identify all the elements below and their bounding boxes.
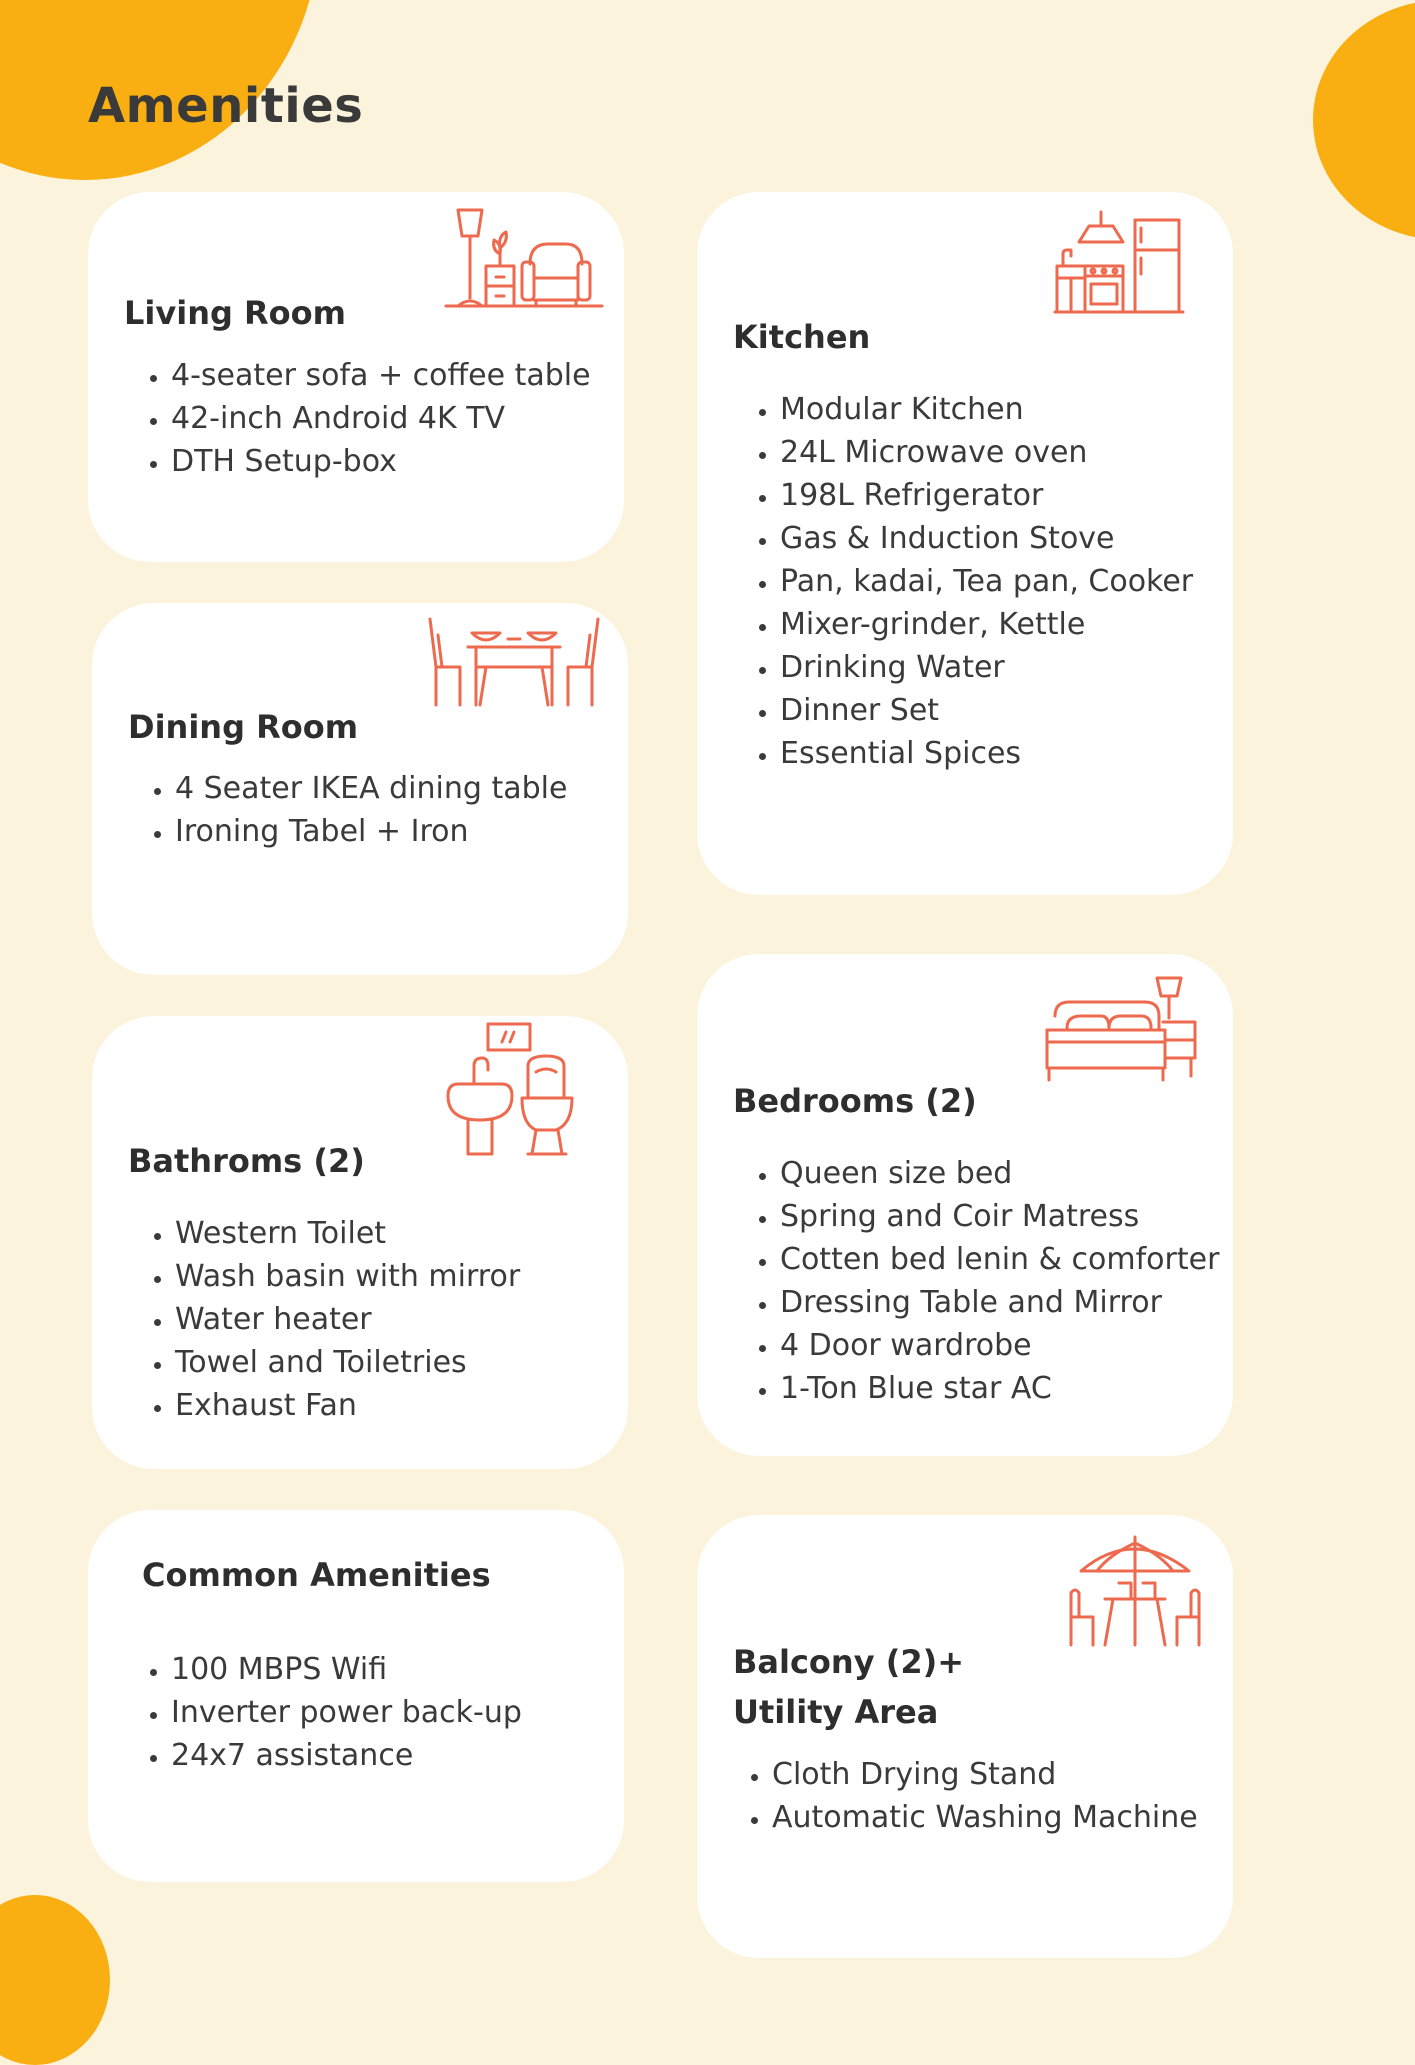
list-item: • Western Toilet — [175, 1212, 520, 1255]
list-item: • Dressing Table and Mirror — [780, 1281, 1219, 1324]
list-item: • Water heater — [175, 1298, 520, 1341]
list-item: • Pan, kadai, Tea pan, Cooker — [780, 560, 1193, 603]
list-item: • 24L Microwave oven — [780, 431, 1193, 474]
list-item: • 198L Refrigerator — [780, 474, 1193, 517]
list-item: • Gas & Induction Stove — [780, 517, 1193, 560]
list-item: • Towel and Toiletries — [175, 1341, 520, 1384]
patio-umbrella-icon — [1067, 1535, 1203, 1649]
dining-table-icon — [428, 617, 600, 709]
decor-circle-top-right — [1313, 0, 1415, 240]
decor-circle-bottom-left — [0, 1895, 110, 2065]
list-item: • 4 Seater IKEA dining table — [175, 767, 567, 810]
card-balcony — [697, 1515, 1233, 1958]
list-item: • 24x7 assistance — [171, 1734, 522, 1777]
item-list — [725, 1753, 1198, 1839]
item-list — [128, 767, 567, 853]
list-item: • Essential Spices — [780, 732, 1193, 775]
list-item: • DTH Setup-box — [171, 440, 591, 483]
list-item: • 100 MBPS Wifi — [171, 1648, 522, 1691]
list-item: • Modular Kitchen — [780, 388, 1193, 431]
living-room-icon — [444, 206, 604, 311]
page-title: Amenities — [88, 78, 364, 134]
card-title: Kitchen — [733, 318, 871, 356]
list-item: • Cloth Drying Stand — [772, 1753, 1198, 1796]
card-living-room — [88, 192, 624, 562]
card-title: Bedrooms (2) — [733, 1082, 977, 1120]
list-item: • Mixer-grinder, Kettle — [780, 603, 1193, 646]
card-title: Utility Area — [733, 1693, 939, 1731]
card-dining-room — [92, 603, 628, 975]
item-list — [124, 1648, 522, 1777]
list-item: • Automatic Washing Machine — [772, 1796, 1198, 1839]
card-title: Living Room — [124, 294, 346, 332]
list-item: • Dinner Set — [780, 689, 1193, 732]
list-item: • Ironing Tabel + Iron — [175, 810, 567, 853]
list-item: • Inverter power back-up — [171, 1691, 522, 1734]
list-item: • Exhaust Fan — [175, 1384, 520, 1427]
card-title: Dining Room — [128, 708, 359, 746]
kitchen-icon — [1053, 210, 1185, 320]
item-list — [128, 1212, 520, 1427]
card-title: Bathroms (2) — [128, 1142, 365, 1180]
list-item: • 4-seater sofa + coffee table — [171, 354, 591, 397]
card-bathrooms — [92, 1016, 628, 1469]
list-item: • 1-Ton Blue star AC — [780, 1367, 1219, 1410]
list-item: • 4 Door wardrobe — [780, 1324, 1219, 1367]
list-item: • Spring and Coir Matress — [780, 1195, 1219, 1238]
card-title: Common Amenities — [142, 1556, 491, 1594]
card-common-amenities — [88, 1510, 624, 1882]
bed-icon — [1041, 976, 1201, 1084]
card-bedrooms — [697, 954, 1233, 1456]
list-item: • Wash basin with mirror — [175, 1255, 520, 1298]
list-item: • Queen size bed — [780, 1152, 1219, 1195]
item-list — [124, 354, 591, 483]
bathroom-icon — [444, 1020, 584, 1160]
item-list — [733, 388, 1193, 775]
list-item: • Cotten bed lenin & comforter — [780, 1238, 1219, 1281]
card-kitchen — [697, 192, 1233, 895]
item-list — [733, 1152, 1219, 1410]
list-item: • Drinking Water — [780, 646, 1193, 689]
card-title: Balcony (2)+ — [733, 1643, 965, 1681]
list-item: • 42-inch Android 4K TV — [171, 397, 591, 440]
